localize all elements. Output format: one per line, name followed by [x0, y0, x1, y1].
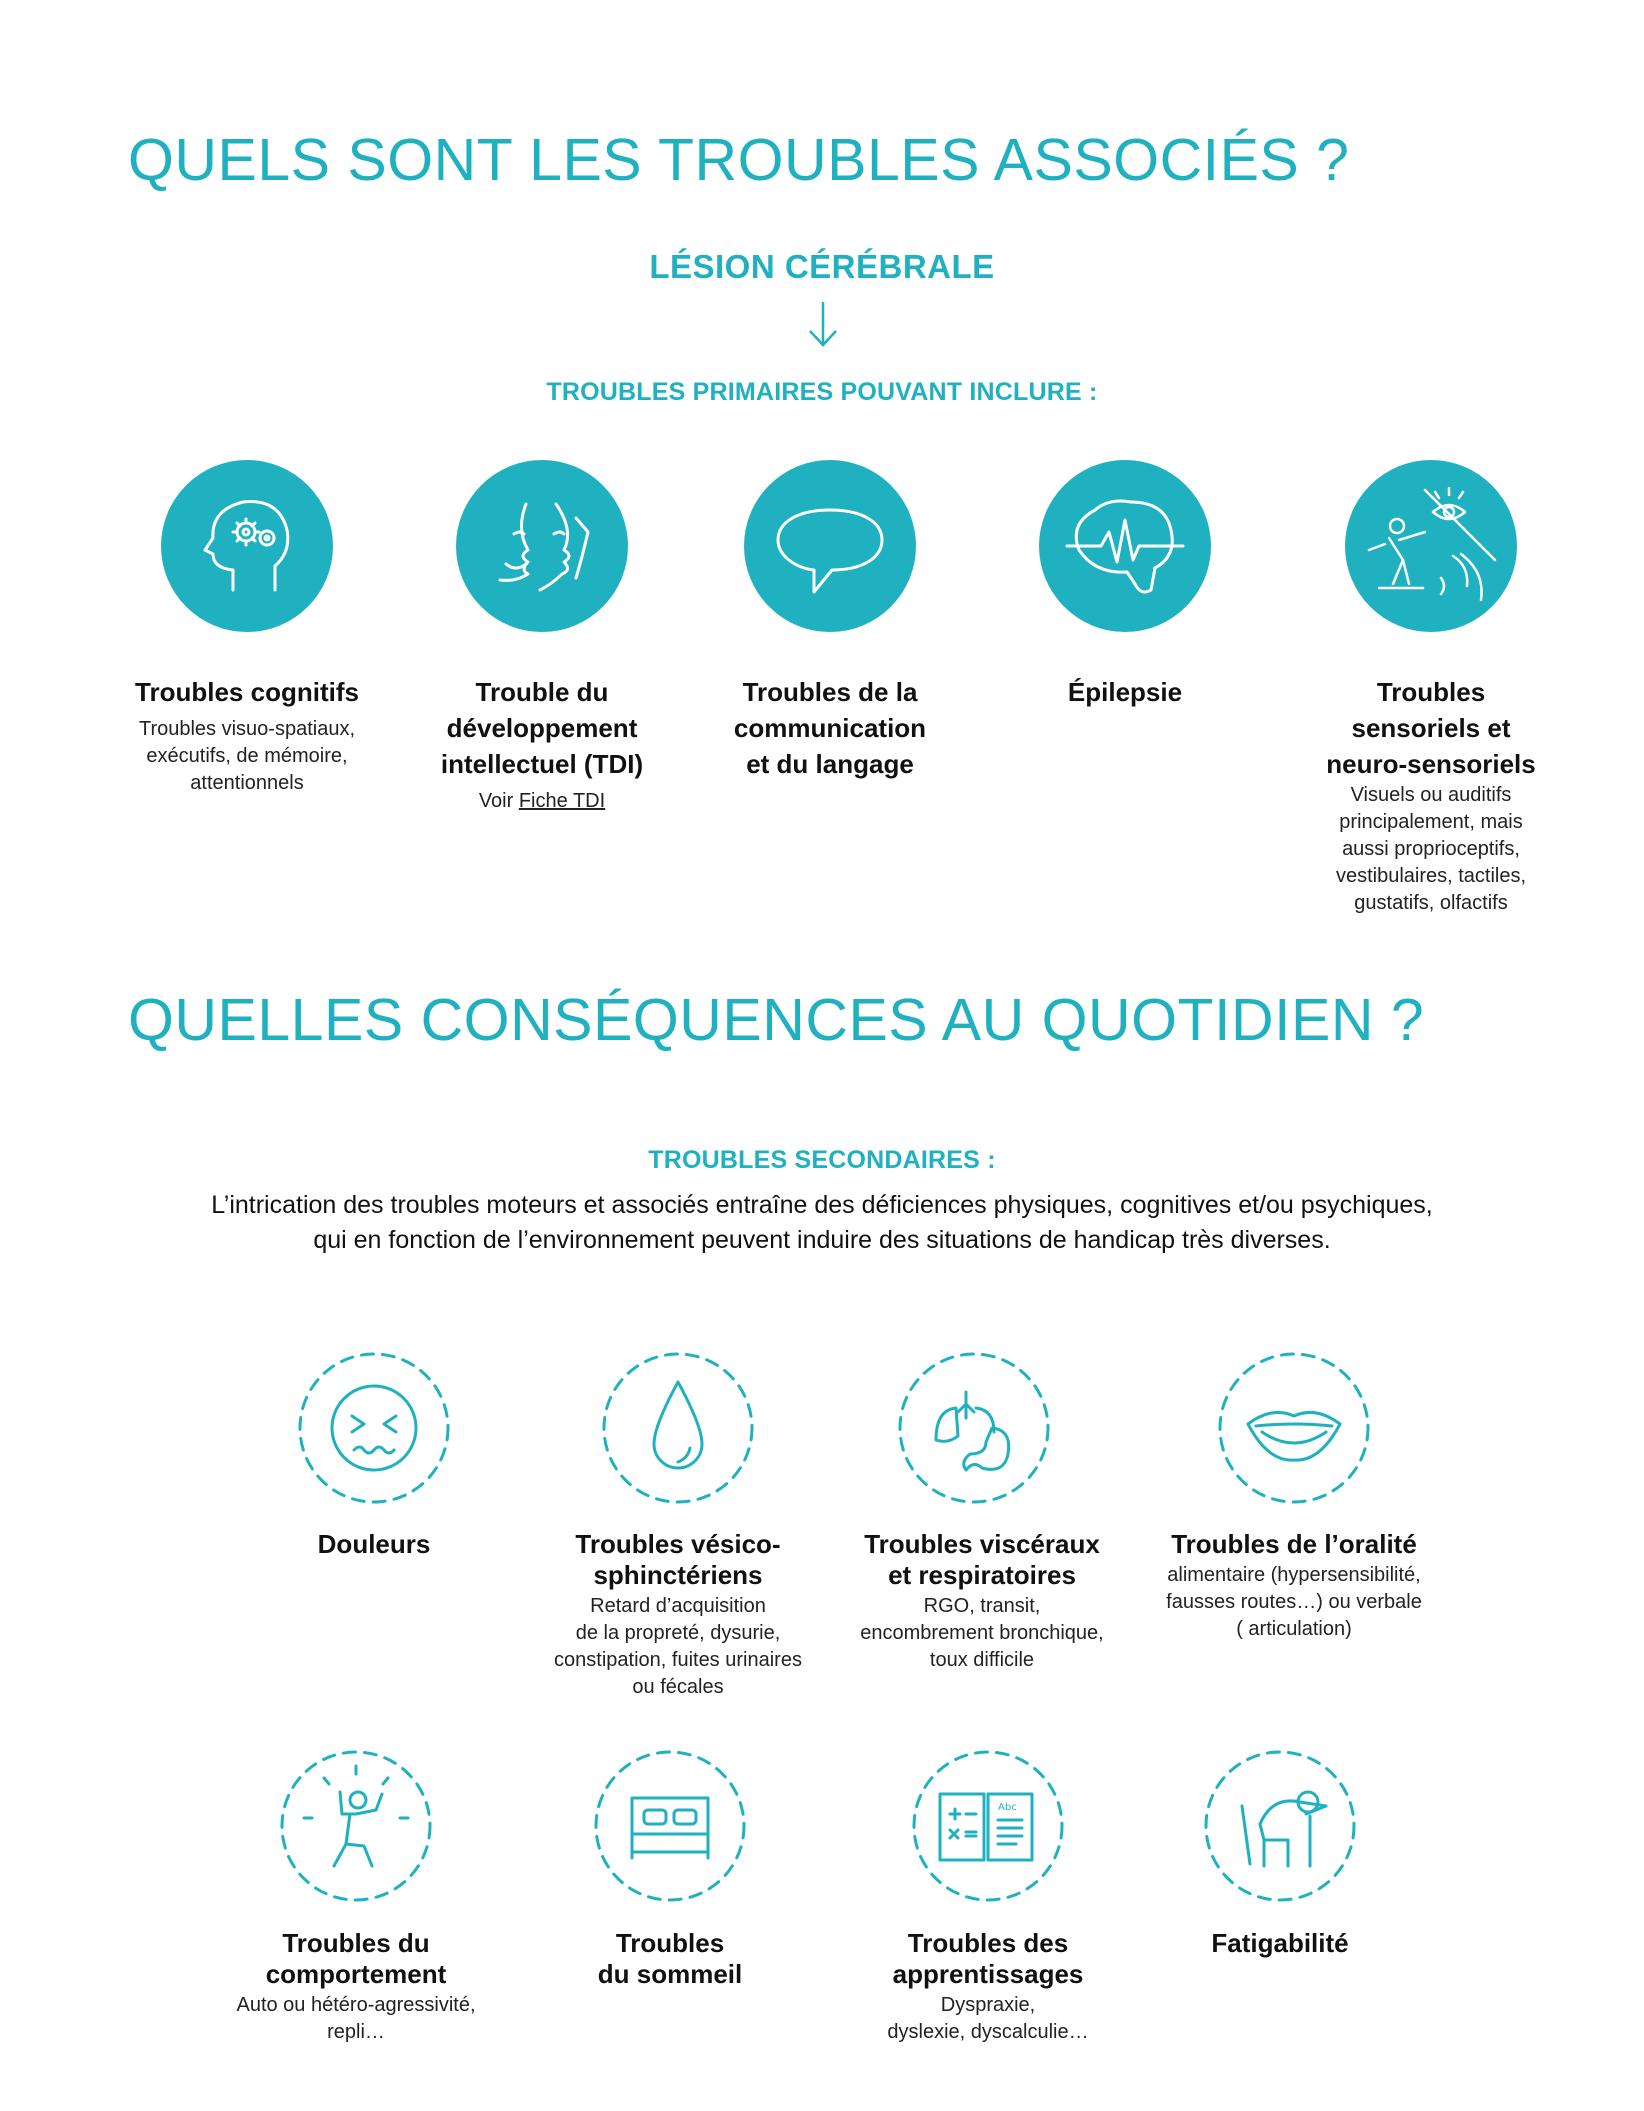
secondary-item-title: Fatigabilité: [1211, 1928, 1349, 1958]
pain-face-icon: [296, 1350, 452, 1506]
primary-item-title: Troubles de la communication et du langage: [733, 677, 927, 779]
fiche-tdi-link[interactable]: Fiche TDI: [518, 790, 606, 812]
secondary-item-oralite: [1144, 1529, 1444, 1643]
book-icon: [910, 1748, 1066, 1904]
intro-paragraph: [0, 1188, 1644, 1258]
primary-item-title: Troubles sensoriels et neuro-sensoriels: [1326, 677, 1536, 779]
primary-item-desc: Troubles visuo-spatiaux, exécutifs, de mémoire, attentionnels: [138, 718, 356, 794]
secondary-item-title: Troubles viscéraux et respiratoires: [864, 1529, 1100, 1590]
secondary-item-desc: alimentaire (hypersensibilité, fausses routes…) ou verbale ( articulation): [1166, 1564, 1422, 1640]
secondary-item-apprentissages: [838, 1928, 1138, 2046]
lesion-cerebrale-label: LÉSION CÉRÉBRALE: [649, 248, 995, 285]
secondary-item-comportement: [206, 1928, 506, 2046]
secondary-item-desc: RGO, transit, encombrement bronchique, toux difficile: [860, 1595, 1104, 1671]
intro-line-1: L’intrication des troubles moteurs et associés entraîne des déficiences physiques, cognitives et/ou psychiques,: [211, 1191, 1433, 1219]
senses-icon: [1345, 460, 1517, 632]
intro-line-2: qui en fonction de l’environnement peuvent induire des situations de handicap très diverses.: [313, 1226, 1331, 1254]
primary-troubles-label: TROUBLES PRIMAIRES POUVANT INCLURE :: [546, 378, 1098, 406]
speech-bubble-icon: [744, 460, 916, 632]
primary-item-title: Troubles cognitifs: [135, 677, 359, 707]
section-title-consequences: QUELLES CONSÉQUENCES AU QUOTIDIEN ?: [128, 987, 1425, 1053]
secondary-item-sommeil: [520, 1928, 820, 1990]
secondary-item-fatigabilite: [1130, 1928, 1430, 1959]
arrow-down-icon: [808, 300, 838, 350]
primary-item-communication: [680, 674, 980, 782]
primary-item-title: Trouble du développement intellectuel (TDI): [440, 677, 644, 779]
secondary-item-visceraux: [832, 1529, 1132, 1674]
primary-item-title: Épilepsie: [1067, 677, 1183, 707]
secondary-item-vesico: [528, 1529, 828, 1701]
secondary-item-desc: Retard d’acquisition de la propreté, dysurie, constipation, fuites urinaires ou fécales: [554, 1595, 802, 1698]
secondary-item-title: Douleurs: [317, 1529, 431, 1559]
desc-prefix: Voir: [478, 790, 519, 812]
agitated-person-icon: [278, 1748, 434, 1904]
faces-icon: [456, 460, 628, 632]
primary-item-desc: [392, 788, 692, 815]
secondary-troubles-label: TROUBLES SECONDAIRES :: [648, 1146, 996, 1174]
primary-item-tdi: [392, 674, 692, 815]
primary-item-cognitifs: [97, 674, 397, 797]
secondary-item-title: Troubles de l’oralité: [1171, 1529, 1417, 1559]
secondary-item-title: Troubles vésico- sphinctériens: [575, 1529, 781, 1590]
secondary-item-title: Troubles du comportement: [265, 1928, 447, 1989]
bed-icon: [592, 1748, 748, 1904]
svg-text:Abc: Abc: [998, 1802, 1017, 1813]
secondary-item-title: Troubles du sommeil: [597, 1928, 743, 1989]
lungs-stomach-icon: [896, 1350, 1052, 1506]
brain-gears-icon: [161, 460, 333, 632]
tired-person-icon: [1202, 1748, 1358, 1904]
drop-icon: [600, 1350, 756, 1506]
section-title-troubles-associes: QUELS SONT LES TROUBLES ASSOCIÉS ?: [128, 127, 1350, 193]
mouth-icon: [1216, 1350, 1372, 1506]
secondary-item-douleurs: [224, 1529, 524, 1560]
primary-item-sensoriels: [1281, 674, 1581, 917]
brain-pulse-icon: [1039, 460, 1211, 632]
primary-item-epilepsie: [975, 674, 1275, 710]
primary-item-desc: Visuels ou auditifs principalement, mais aussi proprioceptifs, vestibulaires, tactiles, gustatifs, olfactifs: [1335, 784, 1527, 914]
secondary-item-desc: Dyspraxie, dyslexie, dyscalculie…: [887, 1994, 1089, 2043]
secondary-item-title: Troubles des apprentissages: [892, 1928, 1084, 1989]
secondary-item-desc: Auto ou hétéro-agressivité, repli…: [236, 1994, 476, 2043]
